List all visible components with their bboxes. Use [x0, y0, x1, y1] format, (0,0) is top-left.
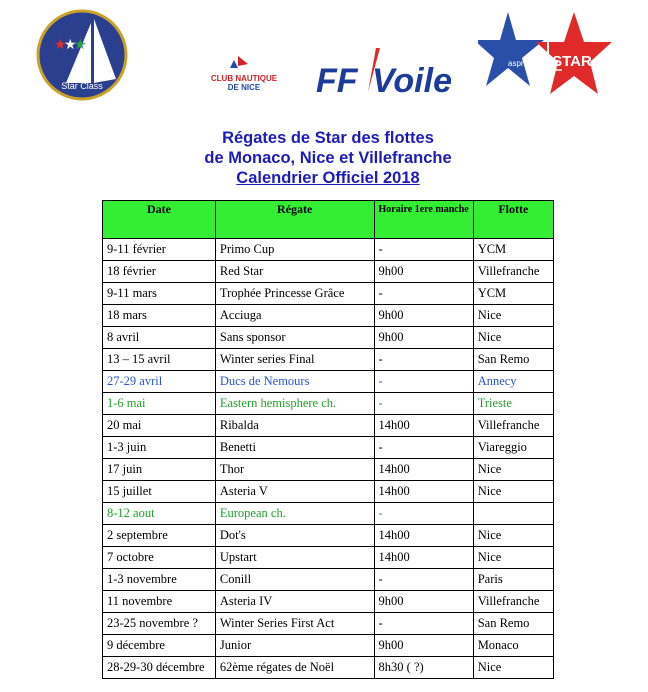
table-row	[103, 635, 554, 657]
table-row	[103, 481, 554, 503]
cell-flotte: Villefranche	[473, 261, 553, 283]
cell-horaire: -	[374, 349, 473, 371]
club-nautique-logo	[204, 54, 284, 100]
cell-horaire: 14h00	[374, 525, 473, 547]
table-row	[103, 261, 554, 283]
cell-date: 1-6 mai	[103, 393, 216, 415]
ffvoile-ff: FF	[316, 62, 358, 100]
cell-horaire: 14h00	[374, 459, 473, 481]
cell-date: 17 juin	[103, 459, 216, 481]
cell-horaire: -	[374, 239, 473, 261]
cell-regate: Thor	[215, 459, 374, 481]
cell-flotte: Nice	[473, 305, 553, 327]
star-class-logo	[36, 9, 128, 101]
cell-horaire: 9h00	[374, 635, 473, 657]
cell-horaire: 9h00	[374, 327, 473, 349]
table-row	[103, 305, 554, 327]
ffvoile-voile: Voile	[372, 62, 452, 100]
table-row	[103, 437, 554, 459]
cell-horaire: -	[374, 437, 473, 459]
cell-regate: Asteria IV	[215, 591, 374, 613]
cell-regate: Benetti	[215, 437, 374, 459]
cell-regate: Winter Series First Act	[215, 613, 374, 635]
table-row	[103, 371, 554, 393]
cell-regate: Ducs de Nemours	[215, 371, 374, 393]
svg-text:★: ★	[74, 36, 87, 52]
table-row	[103, 547, 554, 569]
header-regate: Régate	[215, 201, 374, 239]
cell-flotte: YCM	[473, 283, 553, 305]
cell-date: 20 mai	[103, 415, 216, 437]
cell-flotte: San Remo	[473, 613, 553, 635]
svg-text:★: ★	[64, 36, 77, 52]
cell-flotte: Nice	[473, 459, 553, 481]
document-title	[102, 128, 554, 188]
aspro-star-logo	[478, 10, 612, 108]
title-line-1: Régates de Star des flottes	[222, 129, 434, 147]
cell-regate: European ch.	[215, 503, 374, 525]
star-class-label: Star Class	[61, 81, 103, 91]
cell-date: 7 octobre	[103, 547, 216, 569]
cell-regate: Acciuga	[215, 305, 374, 327]
regatta-calendar-table	[102, 200, 554, 679]
cell-regate: Ribalda	[215, 415, 374, 437]
cell-flotte: Nice	[473, 525, 553, 547]
header-flotte: Flotte	[473, 201, 553, 239]
cell-flotte: Nice	[473, 481, 553, 503]
cell-flotte: Viareggio	[473, 437, 553, 459]
cell-date: 27-29 avril	[103, 371, 216, 393]
table-row	[103, 459, 554, 481]
cell-horaire: 9h00	[374, 591, 473, 613]
table-row	[103, 525, 554, 547]
title-line-3: Calendrier Officiel 2018	[236, 169, 420, 187]
table-row	[103, 283, 554, 305]
cell-regate: Sans sponsor	[215, 327, 374, 349]
header-date: Date	[103, 201, 216, 239]
cell-date: 15 juillet	[103, 481, 216, 503]
table-row	[103, 569, 554, 591]
table-body	[103, 239, 554, 679]
cell-horaire: -	[374, 393, 473, 415]
cell-flotte: Nice	[473, 657, 553, 679]
logo-bar	[0, 0, 648, 120]
table-row	[103, 613, 554, 635]
cell-date: 18 février	[103, 261, 216, 283]
table-row	[103, 239, 554, 261]
cell-regate: Winter series Final	[215, 349, 374, 371]
cell-date: 8-12 aout	[103, 503, 216, 525]
table-row	[103, 591, 554, 613]
cell-flotte: Villefranche	[473, 591, 553, 613]
cell-flotte: Monaco	[473, 635, 553, 657]
aspro-label: aspro	[508, 59, 529, 68]
cell-date: 9-11 mars	[103, 283, 216, 305]
table-row	[103, 327, 554, 349]
cell-flotte: Paris	[473, 569, 553, 591]
cell-date: 23-25 novembre ?	[103, 613, 216, 635]
table-row	[103, 349, 554, 371]
svg-text:★: ★	[54, 36, 67, 52]
title-line-2: de Monaco, Nice et Villefranche	[204, 149, 452, 167]
club-nautique-line2: DE NICE	[227, 83, 261, 92]
cell-flotte: Trieste	[473, 393, 553, 415]
cell-date: 1-3 novembre	[103, 569, 216, 591]
cell-date: 1-3 juin	[103, 437, 216, 459]
cell-regate: Asteria V	[215, 481, 374, 503]
cell-horaire: 9h00	[374, 305, 473, 327]
cell-horaire: 14h00	[374, 415, 473, 437]
cell-horaire: -	[374, 569, 473, 591]
cell-date: 28-29-30 décembre	[103, 657, 216, 679]
cell-regate: Trophée Princesse Grâce	[215, 283, 374, 305]
cell-regate: Junior	[215, 635, 374, 657]
cell-flotte: Nice	[473, 547, 553, 569]
cell-horaire: -	[374, 503, 473, 525]
cell-date: 13 – 15 avril	[103, 349, 216, 371]
cell-regate: Conill	[215, 569, 374, 591]
cell-regate: Dot's	[215, 525, 374, 547]
table-row	[103, 503, 554, 525]
cell-regate: 62ème régates de Noël	[215, 657, 374, 679]
cell-horaire: 14h00	[374, 481, 473, 503]
cell-horaire: -	[374, 613, 473, 635]
cell-regate: Upstart	[215, 547, 374, 569]
table-row	[103, 415, 554, 437]
ffvoile-logo	[316, 44, 468, 100]
table-row	[103, 657, 554, 679]
cell-horaire: 14h00	[374, 547, 473, 569]
cell-flotte: Annecy	[473, 371, 553, 393]
cell-flotte	[473, 503, 553, 525]
cell-regate: Primo Cup	[215, 239, 374, 261]
table-row	[103, 393, 554, 415]
cell-horaire: 9h00	[374, 261, 473, 283]
cell-horaire: -	[374, 371, 473, 393]
club-nautique-line1: CLUB NAUTIQUE	[210, 74, 278, 83]
cell-date: 9 décembre	[103, 635, 216, 657]
cell-regate: Red Star	[215, 261, 374, 283]
cell-flotte: San Remo	[473, 349, 553, 371]
cell-date: 9-11 février	[103, 239, 216, 261]
cell-horaire: 8h30 ( ?)	[374, 657, 473, 679]
cell-date: 8 avril	[103, 327, 216, 349]
cell-horaire: -	[374, 283, 473, 305]
aspro-star-label: STAR	[552, 53, 592, 70]
header-horaire: Horaire 1ere manche	[374, 201, 473, 239]
cell-flotte: Nice	[473, 327, 553, 349]
cell-date: 2 septembre	[103, 525, 216, 547]
cell-flotte: Villefranche	[473, 415, 553, 437]
table-header-row	[103, 201, 554, 239]
cell-date: 18 mars	[103, 305, 216, 327]
cell-date: 11 novembre	[103, 591, 216, 613]
cell-regate: Eastern hemisphere ch.	[215, 393, 374, 415]
cell-flotte: YCM	[473, 239, 553, 261]
